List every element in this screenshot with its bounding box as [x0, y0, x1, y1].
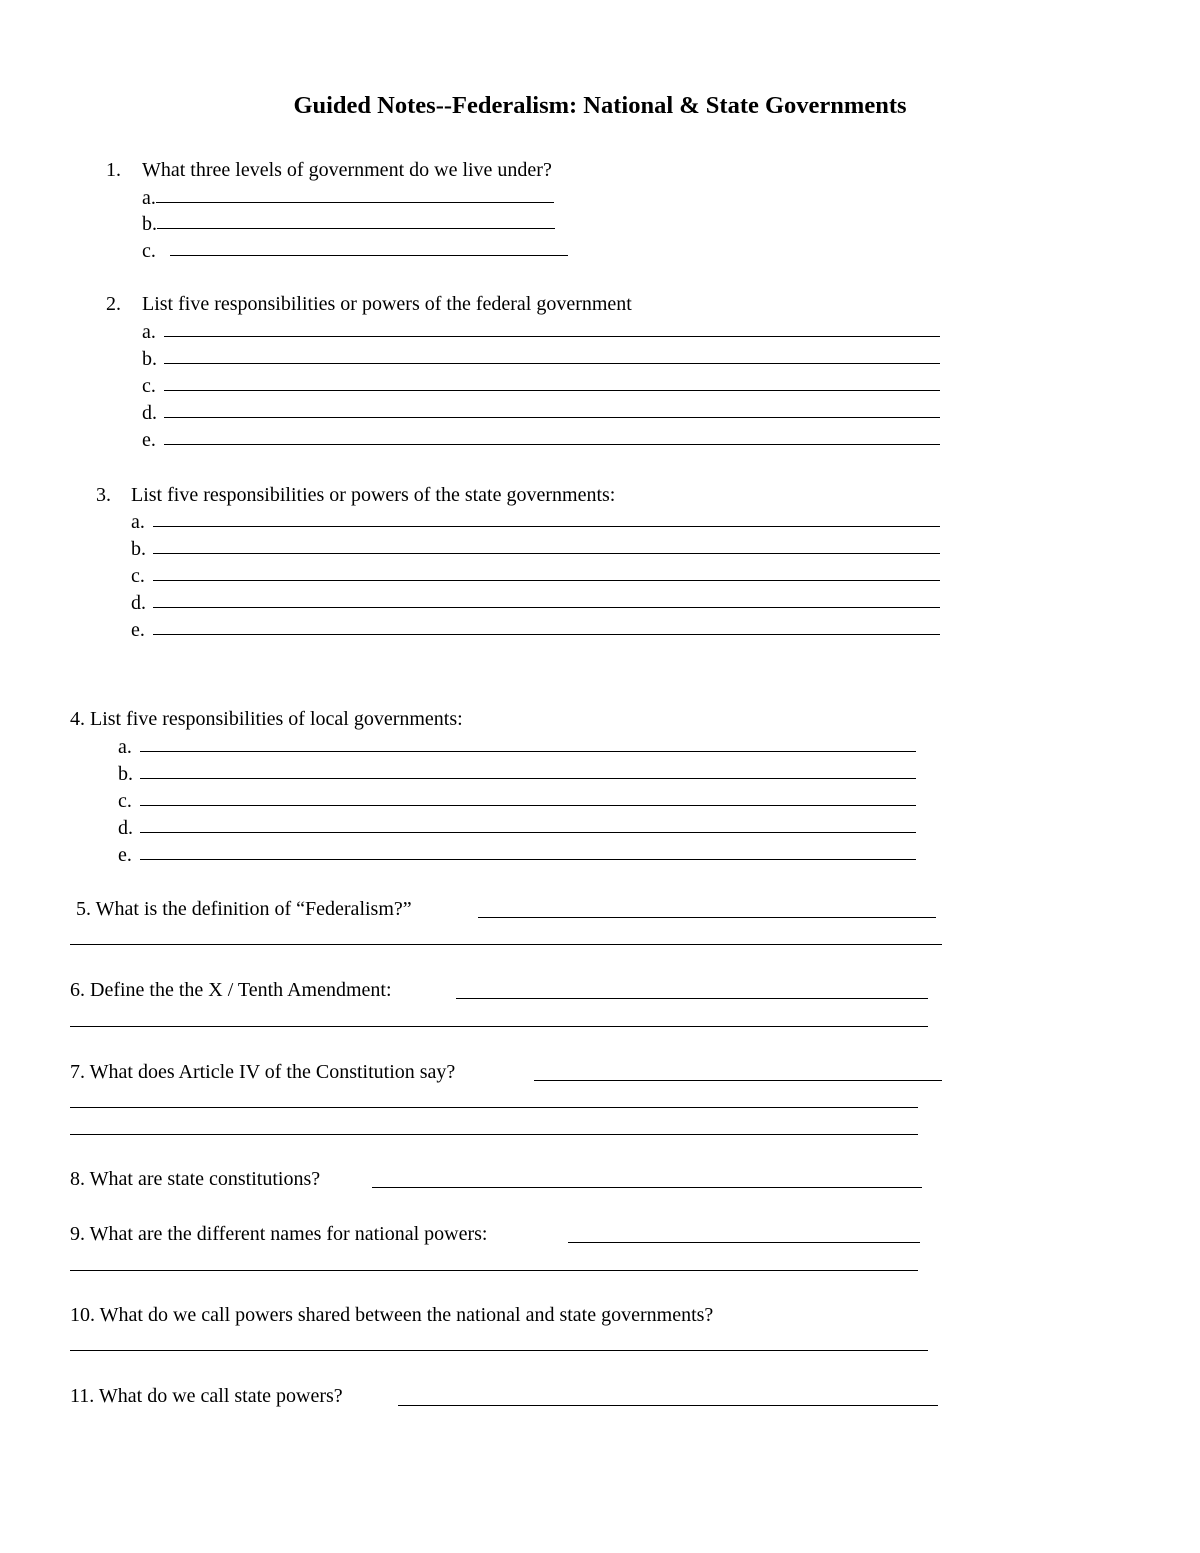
question-8: 8. What are state constitutions? [70, 1168, 321, 1190]
item-label: a. [142, 321, 156, 343]
answer-line-2a[interactable] [142, 322, 940, 342]
blank-line[interactable] [164, 336, 940, 337]
question-9: 9. What are the different names for national powers: [70, 1223, 488, 1245]
answer-line-6[interactable] [456, 998, 928, 999]
answer-line-3c[interactable] [131, 566, 940, 586]
blank-line[interactable] [164, 417, 940, 418]
answer-line-2d[interactable] [142, 403, 940, 423]
answer-line-9[interactable] [568, 1242, 920, 1243]
question-10: 10. What do we call powers shared between the national and state governments? [70, 1304, 714, 1326]
answer-line-5[interactable] [478, 917, 936, 918]
answer-line-8[interactable] [372, 1187, 922, 1188]
answer-line-1b[interactable] [142, 214, 555, 234]
question-1 [106, 160, 552, 180]
item-label: c. [142, 375, 156, 397]
answer-line-7[interactable] [534, 1080, 942, 1081]
question-5-prompt: 5. What is the definition of “Federalism?” [76, 898, 412, 920]
blank-line[interactable] [140, 778, 916, 779]
answer-line-9-cont[interactable] [70, 1270, 918, 1271]
blank-line[interactable] [153, 580, 940, 581]
answer-line-1c[interactable] [142, 241, 568, 261]
blank-line[interactable] [153, 634, 940, 635]
answer-line-3a[interactable] [131, 512, 940, 532]
item-label: e. [131, 619, 145, 641]
answer-line-3b[interactable] [131, 539, 940, 559]
question-6: 6. Define the the X / Tenth Amendment: [70, 979, 392, 1001]
question-5 [76, 899, 412, 919]
answer-line-4e[interactable] [118, 845, 916, 865]
answer-line-3e[interactable] [131, 620, 940, 640]
item-label: b. [142, 213, 157, 235]
item-label: b. [118, 763, 133, 785]
blank-line[interactable] [164, 390, 940, 391]
blank-line[interactable] [153, 607, 940, 608]
answer-line-10[interactable] [70, 1350, 928, 1351]
question-2-number: 2. [106, 293, 121, 315]
answer-line-3d[interactable] [131, 593, 940, 613]
blank-line[interactable] [157, 228, 555, 229]
question-1-number: 1. [106, 159, 121, 181]
item-label: c. [142, 240, 156, 262]
item-label: e. [142, 429, 156, 451]
question-1-prompt: What three levels of government do we live under? [142, 159, 552, 181]
blank-line[interactable] [164, 363, 940, 364]
blank-line[interactable] [140, 859, 916, 860]
blank-line[interactable] [153, 526, 940, 527]
blank-line[interactable] [156, 202, 554, 203]
answer-line-6-cont[interactable] [70, 1026, 928, 1027]
item-label: b. [142, 348, 157, 370]
answer-line-5-cont[interactable] [70, 944, 942, 945]
blank-line[interactable] [140, 832, 916, 833]
question-4: 4. List five responsibilities of local governments: [70, 708, 463, 730]
item-label: d. [131, 592, 146, 614]
answer-line-2e[interactable] [142, 430, 940, 450]
question-2 [106, 294, 632, 314]
answer-line-4d[interactable] [118, 818, 916, 838]
answer-line-4a[interactable] [118, 737, 916, 757]
answer-line-4c[interactable] [118, 791, 916, 811]
item-label: a. [142, 187, 156, 209]
item-label: d. [118, 817, 133, 839]
question-7: 7. What does Article IV of the Constitution say? [70, 1061, 456, 1083]
answer-line-2c[interactable] [142, 376, 940, 396]
answer-line-7-cont-1[interactable] [70, 1107, 918, 1108]
item-label: e. [118, 844, 132, 866]
worksheet-title: Guided Notes--Federalism: National & State Governments [293, 92, 907, 119]
question-11: 11. What do we call state powers? [70, 1385, 343, 1407]
answer-line-1a[interactable] [142, 188, 554, 208]
item-label: c. [131, 565, 145, 587]
answer-line-4b[interactable] [118, 764, 916, 784]
item-label: b. [131, 538, 146, 560]
blank-line[interactable] [140, 805, 916, 806]
question-3-prompt: List five responsibilities or powers of the state governments: [131, 484, 616, 506]
blank-line[interactable] [170, 255, 568, 256]
answer-line-7-cont-2[interactable] [70, 1134, 918, 1135]
item-label: a. [118, 736, 132, 758]
question-3-number: 3. [96, 484, 111, 506]
question-3 [96, 485, 615, 505]
answer-line-2b[interactable] [142, 349, 940, 369]
blank-line[interactable] [153, 553, 940, 554]
answer-line-11[interactable] [398, 1405, 938, 1406]
item-label: d. [142, 402, 157, 424]
blank-line[interactable] [164, 444, 940, 445]
item-label: c. [118, 790, 132, 812]
item-label: a. [131, 511, 145, 533]
question-2-prompt: List five responsibilities or powers of the federal government [142, 293, 632, 315]
blank-line[interactable] [140, 751, 916, 752]
